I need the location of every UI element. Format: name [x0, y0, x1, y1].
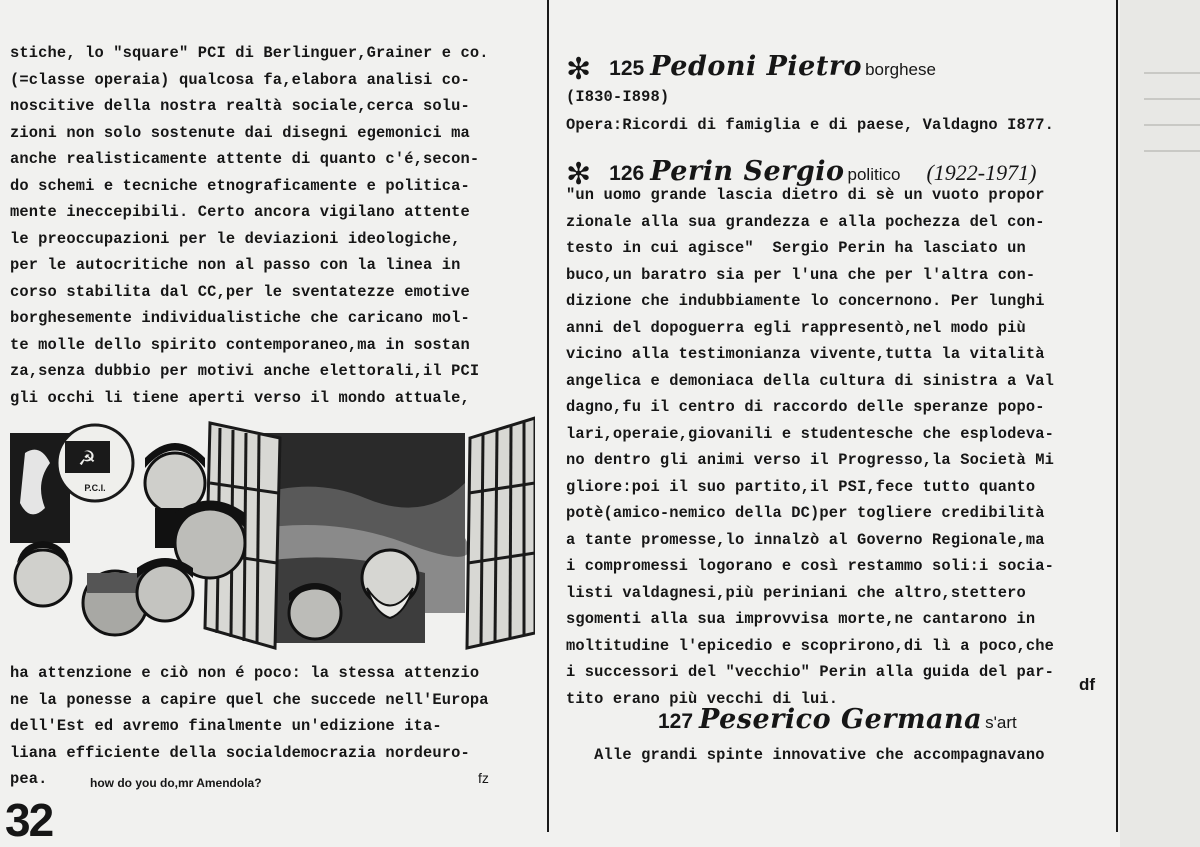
caption-tagline: how do you do,mr Amendola?	[90, 776, 262, 790]
text-line: mente ineccepibili. Certo ancora vigilano attente	[10, 203, 470, 221]
entry-125-heading	[566, 48, 936, 87]
text-line: gliore:poi il suo partito,il PSI,fece tutto quanto	[566, 477, 1036, 496]
text-line: dizione che indubbiamente lo concernono. Per lunghi	[566, 292, 1045, 310]
text-line: lari,operaie,giovanili e studentesche che esplodeva-	[566, 424, 1055, 443]
text-line: a tante promesse,lo innalzò al Governo Regionale,ma	[566, 530, 1045, 549]
text-line: vicino alla testimonianza vivente,tutta la vitalità	[566, 345, 1045, 363]
text-line: dell'Est ed avremo finalmente un'edizione ita-	[10, 717, 442, 735]
entry-number: 126	[609, 162, 645, 185]
collage-pci-label: P.C.I.	[84, 483, 106, 493]
text-line: ha attenzione e ciò non é poco: la stessa attenzio	[10, 664, 480, 682]
entry-name: Pedoni Pietro	[650, 51, 863, 82]
entry-dates: (1922-1971)	[926, 160, 1037, 185]
text-line: za,senza dubbio per motivi anche elettorali,il PCI	[10, 362, 480, 380]
text-line: anche realisticamente attente di quanto c'é,secon-	[10, 150, 480, 168]
entry-126-text-block	[566, 182, 1054, 712]
column-divider-left	[547, 0, 549, 832]
text-line: anni del dopoguerra egli rappresentò,nel modo più	[566, 318, 1026, 337]
entry-127-heading	[658, 704, 1017, 735]
left-top-text-block	[10, 40, 530, 411]
text-line: liana efficiente della socialdemocrazia nordeuro-	[10, 743, 470, 762]
asterisk-icon: ✻	[566, 157, 592, 192]
left-bottom-text-block	[10, 660, 530, 793]
author-initials: df	[1079, 675, 1096, 694]
text-line: per le autocritiche non al passo con la linea in	[10, 256, 461, 274]
entry-role: borghese	[865, 60, 936, 79]
text-line: noscitive della nostra realtà sociale,cerca solu-	[10, 97, 470, 115]
text-line: gli occhi li tiene aperti verso il mondo attuale,	[10, 388, 470, 407]
page-number: 32	[5, 794, 53, 846]
text-line: no dentro gli animi verso il Progresso,la Società Mi	[566, 451, 1055, 469]
political-collage-illustration	[5, 413, 535, 660]
text-line: (=classe operaia) qualcosa fa,elabora analisi co-	[10, 70, 470, 89]
text-line: listi valdagnesi,più periniani che altro,stettero	[566, 583, 1026, 602]
text-line: moltitudine l'epicedio e scoprirono,di lì a poco,che	[566, 636, 1055, 655]
text-line: angelica e demoniaca della cultura di sinistra a Val	[566, 371, 1055, 390]
text-line: zioni non solo sostenute dai disegni egemonici ma	[10, 123, 470, 142]
text-line: testo in cui agisce" Sergio Perin ha lasciato un	[566, 239, 1026, 257]
entry-role: s'art	[985, 713, 1017, 732]
text-line: potè(amico-nemico della DC)per togliere credibilità	[566, 504, 1045, 522]
text-line: do schemi e tecniche etnograficamente e politica-	[10, 176, 470, 195]
text-line: ne la ponesse a capire quel che succede nell'Europa	[10, 690, 489, 709]
text-line: zionale alla sua grandezza e alla pochezza del con-	[566, 212, 1045, 231]
entry-number: 127	[658, 710, 694, 733]
text-line: i compromessi logorano e così restammo soli:i socia-	[566, 557, 1055, 575]
entry-125-dates: (I830-I898)	[566, 88, 670, 106]
column-divider-right	[1116, 0, 1118, 832]
text-line: pea.	[10, 770, 48, 788]
text-line: dagno,fu il centro di raccordo delle speranze popo-	[566, 398, 1045, 416]
entry-role: politico	[847, 165, 901, 184]
author-initials: fz	[478, 770, 489, 786]
entry-name: Peserico Germana	[699, 704, 983, 735]
entry-number: 125	[609, 57, 645, 80]
text-line: buco,un baratro sia per l'una che per l'altra con-	[566, 265, 1036, 284]
svg-text:☭: ☭	[78, 446, 96, 470]
asterisk-icon: ✻	[566, 52, 592, 87]
text-line: "un uomo grande lascia dietro di sè un vuoto propor	[566, 186, 1045, 204]
entry-name: Perin Sergio	[650, 156, 845, 187]
entry-125-text: Opera:Ricordi di famiglia e di paese, Valdagno I877.	[566, 116, 1055, 134]
text-line: i successori del "vecchio" Perin alla guida del par-	[566, 663, 1055, 681]
text-line: te molle dello spirito contemporaneo,ma in sostan	[10, 335, 470, 354]
text-line: borghesemente individualistiche che caricano mol-	[10, 309, 470, 327]
text-line: le preoccupazioni per le deviazioni ideologiche,	[10, 229, 461, 248]
facing-page-edge	[1120, 0, 1200, 847]
text-line: tito erano più vecchi di lui.	[566, 689, 839, 708]
text-line: corso stabilita dal CC,per le sventatezze emotive	[10, 282, 470, 301]
entry-127-text: Alle grandi spinte innovative che accompagnavano	[566, 746, 1045, 764]
text-line: sgomenti alla sua improvvisa morte,ne cantarono in	[566, 610, 1036, 628]
text-line: stiche, lo "square" PCI di Berlinguer,Grainer e co.	[10, 44, 489, 62]
